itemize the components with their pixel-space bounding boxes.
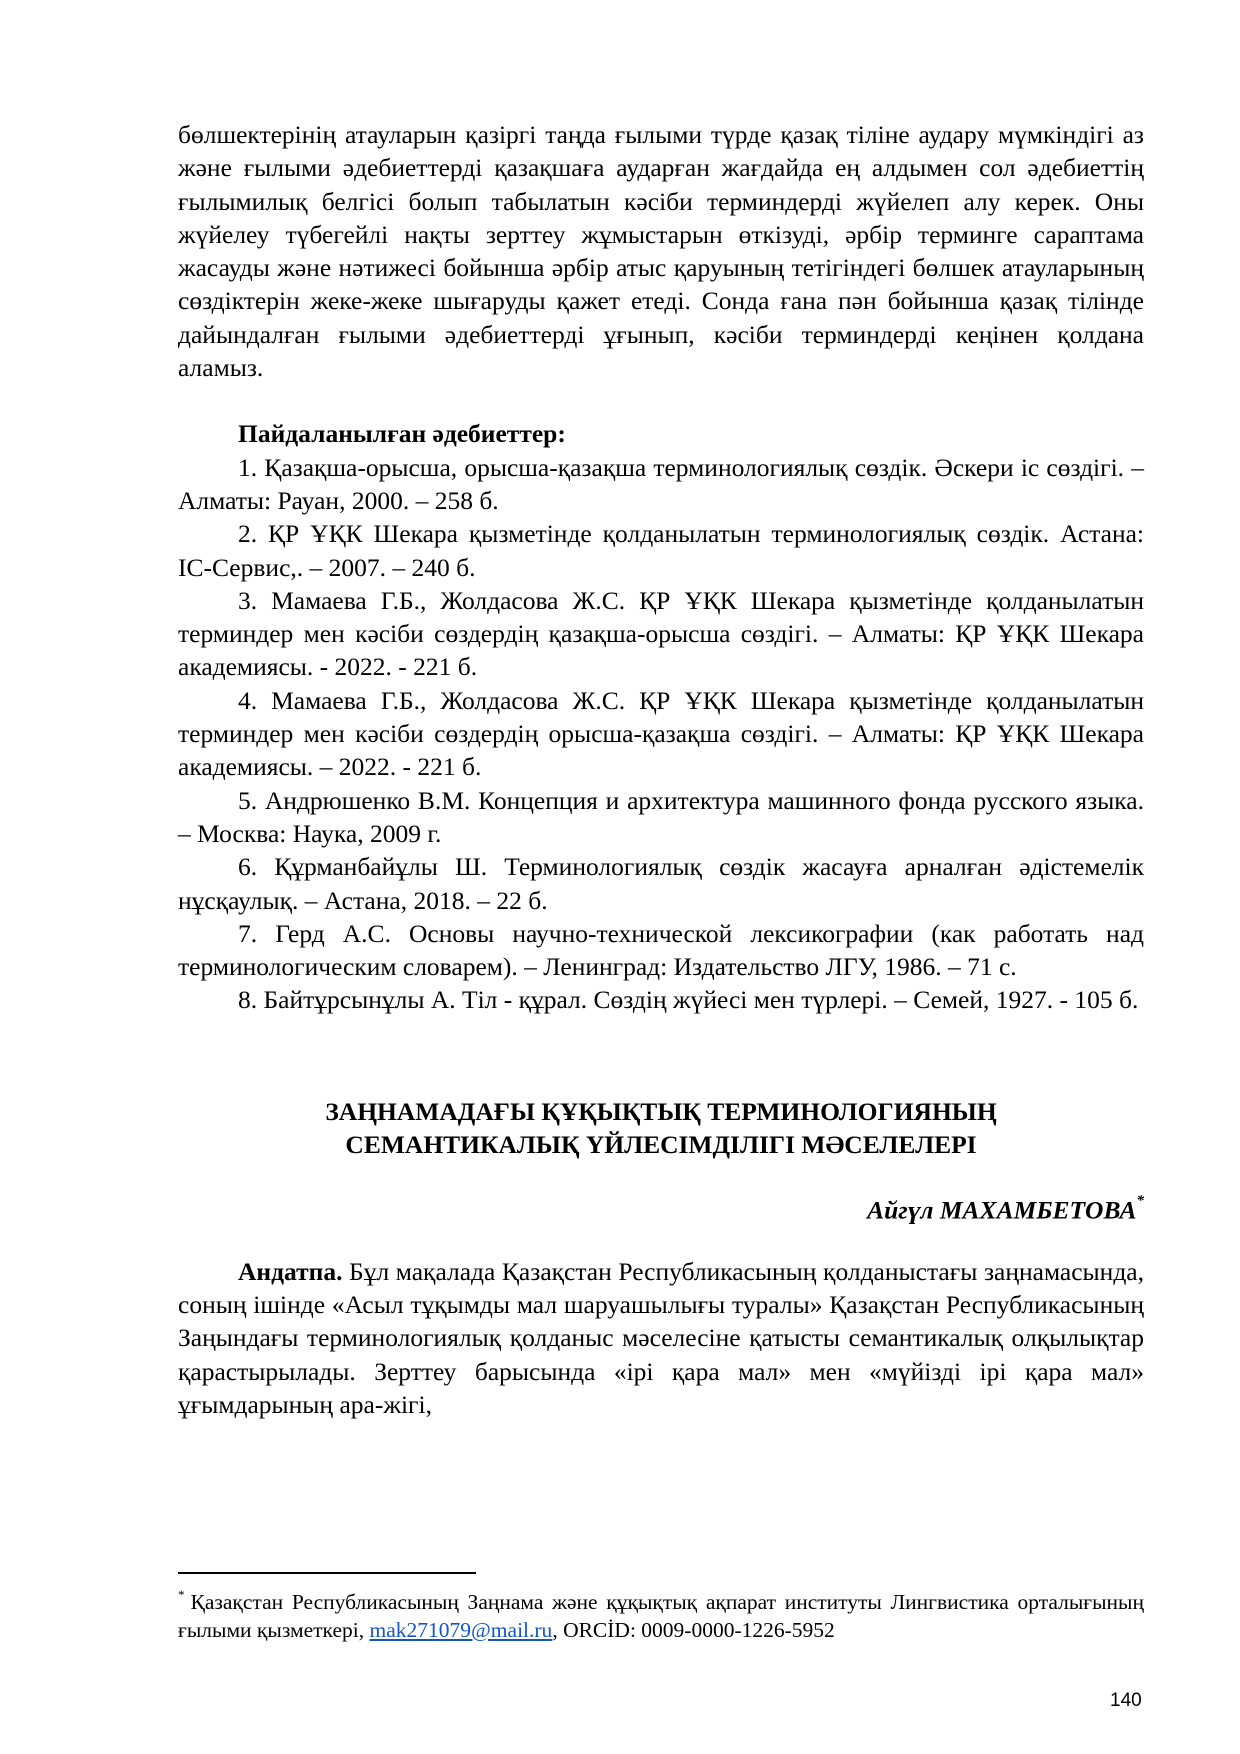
article-title [178, 1095, 1144, 1162]
footnote-email-link[interactable]: mak271079@mail.ru [369, 1617, 553, 1642]
author-footnote-mark[interactable]: * [1136, 1193, 1144, 1210]
abstract-paragraph [178, 1255, 1144, 1421]
footnote-orcid: , ORCİD: 0009-0000-1226-5952 [552, 1617, 835, 1642]
footnote-separator [178, 1572, 476, 1574]
reference-item: 5. Андрюшенко В.М. Концепция и архитектура машинного фонда русского языка. – Москва: Наука, 2009 г. [178, 785, 1144, 848]
author-name: Айгүл МАХАМБЕТОВА [867, 1195, 1137, 1225]
reference-item: 6. Құрманбайұлы Ш. Терминологиялық сөздік жасауға арналған әдістемелік нұсқаулық. – Астана, 2018. – 22 б. [178, 852, 1144, 915]
intro-paragraph: бөлшектерінің атауларын қазіргі таңда ғылыми түрде қазақ тіліне аудару мүмкіндігі аз және ғылыми әдебиеттерді қазақшаға аударған жағдайда ең алдымен сол әдебиеттің ғылымилық белгісі болып табылатын кәсіби терминдерді жүйелеп алу керек. Оны жүйелеу түбегейлі нақты зерттеу жұмыстарын өткізуді, әрбір терминге сараптама жасауды және нәтижесі бойынша әрбір атыс қаруының тетігіндегі бөлшек атауларының сөздіктерін жеке-жеке шығаруды қажет етеді. Сонда ғана пән бойынша қазақ тілінде дайындалған ғылыми әдебиеттерді ұғынып, кәсіби терминдерді кеңінен қолдана аламыз. [178, 120, 1144, 383]
footnote [178, 1583, 1144, 1644]
references-list [178, 451, 1144, 1017]
reference-item: 8. Байтұрсынұлы А. Тіл - құрал. Сөздің жүйесі мен түрлері. – Семей, 1927. - 105 б. [238, 985, 1139, 1015]
reference-item: 7. Герд А.С. Основы научно-технической лексикографии (как работать над терминологическим словарем). – Ленинград: Издательство ЛГУ, 1986. – 71 с. [178, 918, 1144, 982]
article-title-line: СЕМАНТИКАЛЫҚ ҮЙЛЕСІМДІЛІГІ МӘСЕЛЕЛЕРІ [345, 1130, 977, 1160]
page-content [178, 118, 1144, 1421]
reference-item: 3. Мамаева Г.Б., Жолдасова Ж.С. ҚР ҰҚК Шекара қызметінде қолданылатын терминдер мен кәсіби сөздердің қазақша-орысша сөздігі. – Алматы: ҚР ҰҚК Шекара академиясы. - 2022. - 221 б. [178, 585, 1144, 682]
article-title-line: ЗАҢНАМАДАҒЫ ҚҰҚЫҚТЫҚ ТЕРМИНОЛОГИЯНЫҢ [325, 1096, 997, 1126]
reference-item: 2. ҚР ҰҚК Шекара қызметінде қолданылатын терминологиялық сөздік. Астана: ІС-Сервис,. – 2007. – 240 б. [178, 519, 1144, 582]
reference-item: 4. Мамаева Г.Б., Жолдасова Ж.С. ҚР ҰҚК Шекара қызметінде қолданылатын терминдер мен кәсіби сөздердің орысша-қазақша сөздігі. – Алматы: ҚР ҰҚК Шекара академиясы. – 2022. - 221 б. [178, 685, 1144, 782]
reference-item: 1. Қазақша-орысша, орысша-қазақша терминологиялық сөздік. Әскери іс сөздігі. – Алматы: Рауан, 2000. – 258 б. [178, 452, 1144, 515]
article-author [178, 1189, 1144, 1227]
references-heading: Пайдаланылған әдебиеттер: [238, 419, 566, 449]
footnote-mark: * [178, 1587, 185, 1602]
abstract-label: Андатпа. [238, 1256, 343, 1286]
footnote-text: Қазақстан Республикасының Заңнама және құқықтық ақпарат институты Лингвистика орталығының ғылыми қызметкері, [178, 1590, 1144, 1642]
abstract-text: Бұл мақалада Қазақстан Республикасының қолданыстағы заңнамасында, соның ішінде «Асыл тұқымды мал шаруашылығы туралы» Қазақстан Республикасының Заңындағы терминологиялық қолданыс мәселесіне қатысты семантикалық олқылықтар қарастырылады. Зерттеу барысында «ірі қара мал» мен «мүйізді ірі қара мал» ұғымдарының ара-жігі, [178, 1256, 1144, 1419]
page-number: 140 [1110, 1690, 1142, 1711]
